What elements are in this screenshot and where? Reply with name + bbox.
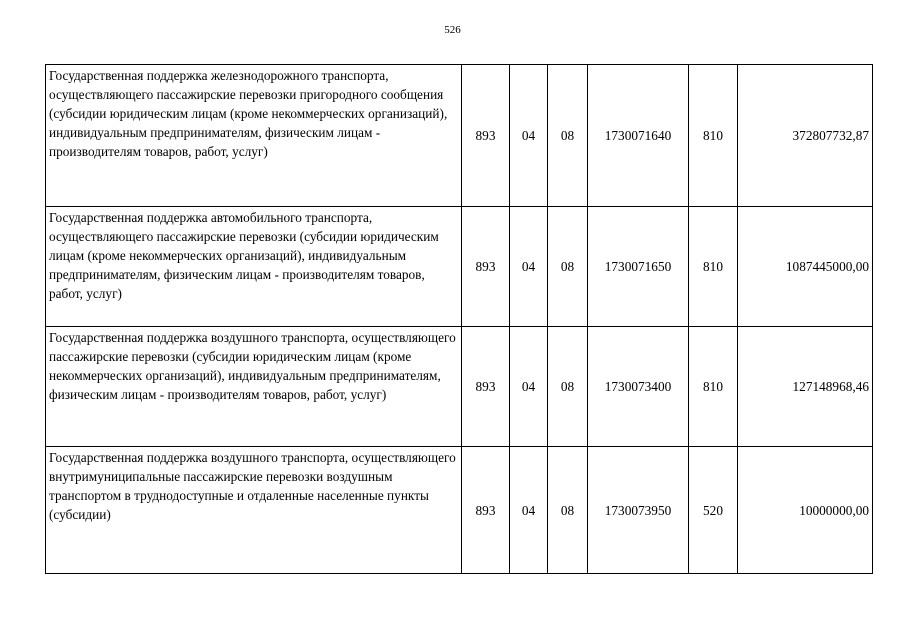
page-number: 526 — [444, 24, 461, 36]
section-code: 04 — [510, 447, 548, 574]
expense-type-code: 810 — [689, 65, 738, 207]
subsection-code: 08 — [548, 447, 588, 574]
amount: 372807732,87 — [738, 65, 873, 207]
ministry-code: 893 — [462, 65, 510, 207]
table-row — [46, 207, 873, 327]
amount: 10000000,00 — [738, 447, 873, 574]
ministry-code: 893 — [462, 327, 510, 447]
target-article-code: 1730073950 — [588, 447, 689, 574]
expense-type-code: 810 — [689, 207, 738, 327]
ministry-code: 893 — [462, 207, 510, 327]
row-description: Государственная поддержка воздушного транспорта, осуществляющего пассажирские перевозки (субсидии юридическим лицам (кроме некоммерческих организаций), индивидуальным предпринимателям, физическим лицам - производителям товаров, работ, услуг) — [46, 327, 462, 447]
target-article-code: 1730071640 — [588, 65, 689, 207]
target-article-code: 1730073400 — [588, 327, 689, 447]
table-row — [46, 447, 873, 574]
section-code: 04 — [510, 327, 548, 447]
amount: 127148968,46 — [738, 327, 873, 447]
target-article-code: 1730071650 — [588, 207, 689, 327]
budget-table — [45, 64, 873, 574]
subsection-code: 08 — [548, 207, 588, 327]
section-code: 04 — [510, 207, 548, 327]
section-code: 04 — [510, 65, 548, 207]
ministry-code: 893 — [462, 447, 510, 574]
subsection-code: 08 — [548, 327, 588, 447]
subsection-code: 08 — [548, 65, 588, 207]
row-description: Государственная поддержка железнодорожного транспорта, осуществляющего пассажирские перевозки пригородного сообщения (субсидии юридическим лицам (кроме некоммерческих организаций), индивидуальным предпринимателям, физическим лицам - производителям товаров, работ, услуг) — [46, 65, 462, 207]
table-row — [46, 327, 873, 447]
table-row — [46, 65, 873, 207]
row-description: Государственная поддержка воздушного транспорта, осуществляющего внутримуниципальные пассажирские перевозки воздушным транспортом в труднодоступные и отдаленные населенные пункты (субсидии) — [46, 447, 462, 574]
amount: 1087445000,00 — [738, 207, 873, 327]
expense-type-code: 810 — [689, 327, 738, 447]
expense-type-code: 520 — [689, 447, 738, 574]
row-description: Государственная поддержка автомобильного транспорта, осуществляющего пассажирские перевозки (субсидии юридическим лицам (кроме некоммерческих организаций), индивидуальным предпринимателям, физическим лицам - производителям товаров, работ, услуг) — [46, 207, 462, 327]
